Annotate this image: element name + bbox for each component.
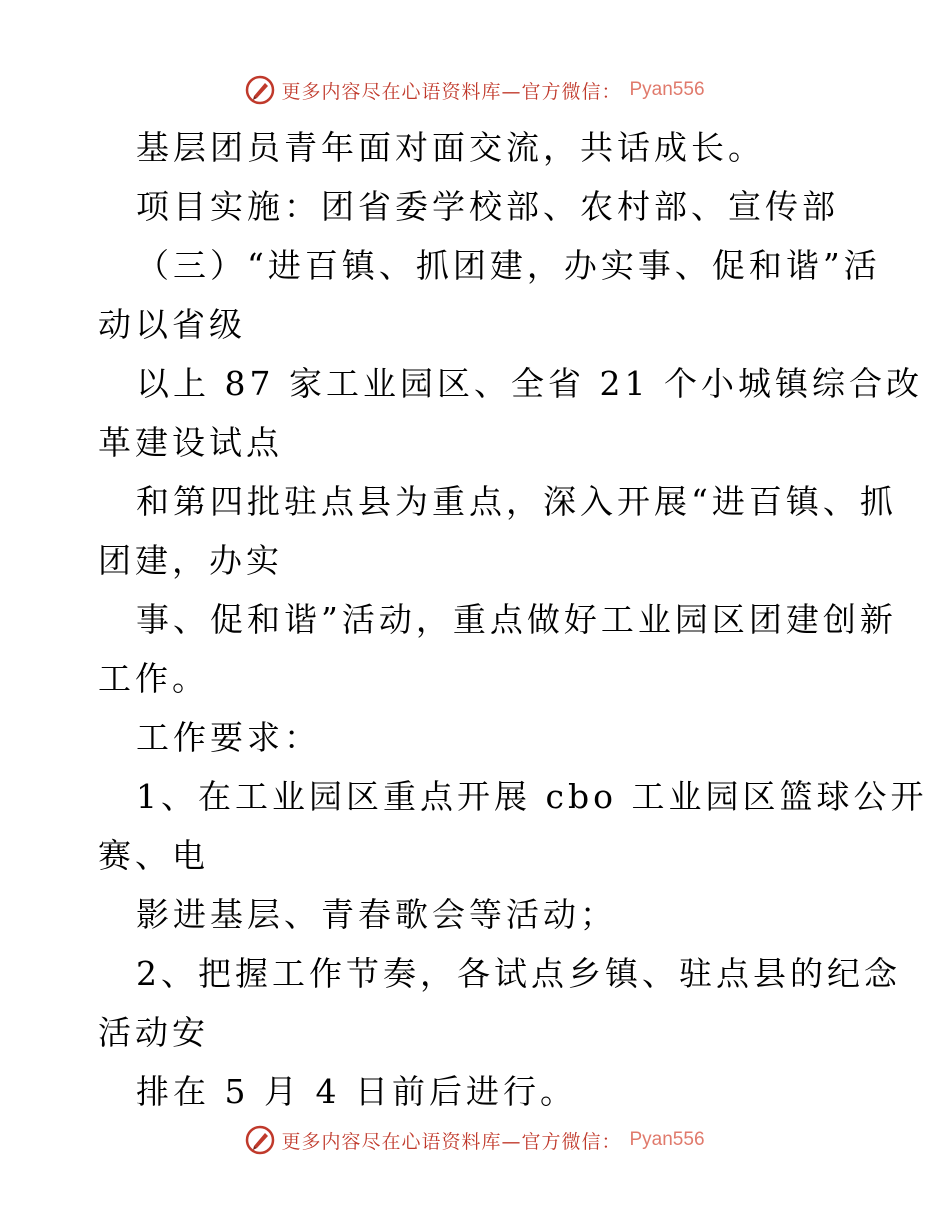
watermark-text: 更多内容尽在心语资料库—官方微信： [281, 1130, 622, 1153]
text-line: 1、在工业园区重点开展 cbo 工业园区篮球公开 [136, 777, 928, 816]
text-line: （三）“进百镇、抓团建，办实事、促和谐”活 [136, 246, 881, 285]
text-line: 活动安 [98, 1013, 209, 1052]
watermark-text: 更多内容尽在心语资料库—官方微信： [281, 80, 622, 103]
pen-logo-icon [245, 1125, 275, 1155]
header-watermark [0, 70, 950, 110]
watermark-wechat-id: Pyan556 [629, 79, 705, 100]
text-line: 排在 5 月 4 日前后进行。 [136, 1072, 577, 1111]
text-line: 影进基层、青春歌会等活动； [136, 895, 617, 934]
text-line: 和第四批驻点县为重点，深入开展“进百镇、抓 [136, 482, 897, 521]
text-line: 动以省级 [98, 305, 246, 344]
text-line: 以上 87 家工业园区、全省 21 个小城镇综合改 [136, 364, 923, 403]
document-body [98, 118, 928, 1121]
text-line: 项目实施：团省委学校部、农村部、宣传部 [136, 187, 839, 226]
text-line: 事、促和谐”活动，重点做好工业园区团建创新 [136, 600, 897, 639]
pen-logo-icon [245, 75, 275, 105]
text-line: 基层团员青年面对面交流，共话成长。 [136, 128, 765, 167]
text-line: 团建，办实 [98, 541, 283, 580]
footer-watermark [0, 1120, 950, 1160]
watermark-wechat-id: Pyan556 [629, 1129, 705, 1150]
text-line: 革建设试点 [98, 423, 283, 462]
text-line: 赛、电 [98, 836, 209, 875]
text-line: 2、把握工作节奏，各试点乡镇、驻点县的纪念 [136, 954, 901, 993]
text-line: 工作。 [98, 659, 209, 698]
text-line: 工作要求： [136, 718, 321, 757]
